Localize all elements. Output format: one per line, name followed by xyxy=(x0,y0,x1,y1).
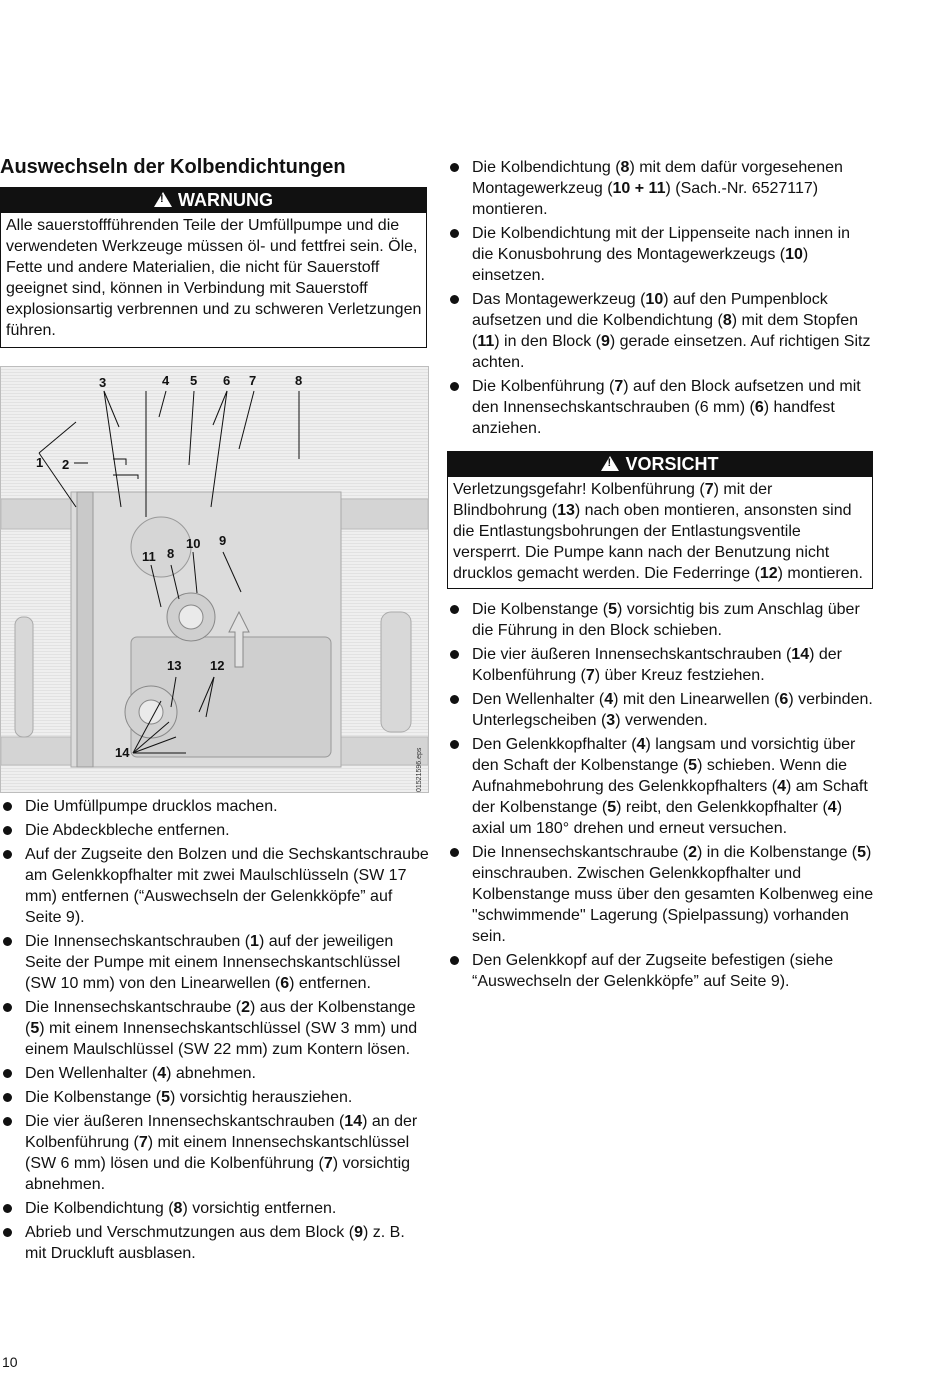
right-column xyxy=(447,157,875,995)
reference-number: 4 xyxy=(604,691,614,708)
warning-title: WARNUNG xyxy=(178,190,273,210)
label-4: 4 xyxy=(162,373,170,388)
text-run: Die vier äußeren Innensechskantschrauben ( xyxy=(25,1113,345,1130)
text-run: ) einsetzen. xyxy=(472,246,809,284)
list-item xyxy=(447,689,875,731)
reference-number: 4 xyxy=(777,778,786,795)
reference-number: 7 xyxy=(585,667,595,684)
text-run: Die Kolbenstange ( xyxy=(472,601,609,618)
text-run: Die Kolbenstange ( xyxy=(25,1089,162,1106)
text-run: Den Wellenhalter ( xyxy=(472,691,605,708)
reference-number: 11 xyxy=(477,333,495,350)
text-run: Die Innensechskantschraube ( xyxy=(472,844,689,861)
reference-number: 2 xyxy=(241,999,251,1016)
text-run: ) vorsichtig herausziehen. xyxy=(170,1089,353,1106)
right-steps-list-1 xyxy=(447,157,875,439)
text-run: ) mit der Blindbohrung ( xyxy=(453,481,773,519)
list-item xyxy=(0,1063,430,1084)
reference-number: 5 xyxy=(30,1020,40,1037)
list-item xyxy=(0,1222,430,1264)
text-run: Die Kolbenführung ( xyxy=(472,378,615,395)
reference-number: 12 xyxy=(759,565,778,582)
text-run: Die vier äußeren Innensechskantschrauben ( xyxy=(472,646,792,663)
list-item xyxy=(447,842,875,947)
text-run: Verletzungsgefahr! Kolbenführung ( xyxy=(453,481,705,498)
right-steps-list-2 xyxy=(447,599,875,992)
text-run: ) langsam und vorsichtig über den Schaft der Kolbenstange ( xyxy=(472,736,856,774)
text-run: Die Kolbendichtung ( xyxy=(25,1200,174,1217)
text-run: ) schieben. Wenn die Aufnahmebohrung des Gelenkkopfhalters ( xyxy=(472,757,848,795)
reference-number: 9 xyxy=(354,1224,363,1241)
text-run: ) reibt, den Gelenkkopfhalter ( xyxy=(616,799,828,816)
text-run: ) axial um 180° drehen und erneut versuchen. xyxy=(472,799,843,837)
reference-number: 13 xyxy=(557,502,575,519)
reference-number: 5 xyxy=(688,757,698,774)
text-run: ) gerade einsetzen. Auf richtigen Sitz achten. xyxy=(472,333,871,371)
upper-bore xyxy=(131,517,191,577)
label-12: 12 xyxy=(210,658,225,673)
warning-box xyxy=(0,187,427,348)
text-run: Die Innensechskantschraube ( xyxy=(25,999,242,1016)
text-run: ) z. B. mit Druckluft ausblasen. xyxy=(25,1224,405,1262)
list-item xyxy=(0,1198,430,1219)
reference-number: 5 xyxy=(607,799,617,816)
reference-number: 10 xyxy=(645,291,664,308)
warning-triangle-icon xyxy=(154,192,172,207)
list-item xyxy=(447,599,875,641)
text-run: ) in den Block ( xyxy=(494,333,601,350)
text-run: ) auf der jeweiligen Seite der Pumpe mit einem Innensechskantschlüssel (SW 10 mm) von den Linearwellen ( xyxy=(25,933,401,992)
text-run: ) am Schaft der Kolbenstange ( xyxy=(472,778,868,816)
text-run: Den Gelenkkopfhalter ( xyxy=(472,736,637,753)
reference-number: 14 xyxy=(344,1113,363,1130)
list-item xyxy=(447,734,875,839)
label-6: 6 xyxy=(223,373,231,388)
reference-number: 7 xyxy=(614,378,624,395)
reference-number: 4 xyxy=(636,736,646,753)
reference-number: 6 xyxy=(779,691,789,708)
gear-strip xyxy=(77,492,93,767)
list-item xyxy=(447,157,875,220)
text-run: ) einschrauben. Zwischen Gelenkkopfhalter und Kolbenstange muss über den gesamten Kolbenweg eine "schwimmende" Lagerung (Spielpassung) vorhanden sein. xyxy=(472,844,874,945)
text-run: Abrieb und Verschmutzungen aus dem Block ( xyxy=(25,1224,355,1241)
reference-number: 6 xyxy=(754,399,764,416)
caution-title: VORSICHT xyxy=(625,454,719,474)
text-run: Die Abdeckbleche entfernen. xyxy=(25,822,230,839)
list-item xyxy=(447,289,875,373)
reference-number: 6 xyxy=(280,975,290,992)
text-run: Die Innensechskantschrauben ( xyxy=(25,933,251,950)
list-item xyxy=(447,223,875,286)
label-11: 11 xyxy=(142,549,156,564)
caution-triangle-icon xyxy=(601,456,619,471)
text-run: ) aus der Kolbenstange ( xyxy=(25,999,416,1037)
label-3: 3 xyxy=(99,375,107,390)
reference-number: 8 xyxy=(722,312,732,329)
warning-header xyxy=(1,188,426,213)
list-item xyxy=(0,1111,430,1195)
reference-number: 4 xyxy=(157,1065,167,1082)
text-run: Den Wellenhalter ( xyxy=(25,1065,158,1082)
text-run: ) mit einem Innensechskantschlüssel (SW 6 mm) lösen und die Kolbenführung ( xyxy=(25,1134,410,1172)
reference-number: 5 xyxy=(161,1089,170,1106)
text-run: ) vorsichtig bis zum Anschlag über die Führung in den Block schieben. xyxy=(472,601,860,639)
pump-diagram-figure xyxy=(0,366,429,793)
text-run: Den Gelenkkopf auf der Zugseite befestigen (siehe “Auswechseln der Gelenkköpfe” auf Seite 9). xyxy=(472,952,834,990)
text-run: ) auf den Block aufsetzen und mit den Innensechskantschrauben (6 mm) ( xyxy=(472,378,861,416)
text-run: ) vorsichtig entfernen. xyxy=(182,1200,337,1217)
left-steps-list xyxy=(0,796,430,1264)
pump-diagram xyxy=(1,367,428,792)
left-bearing xyxy=(15,617,33,737)
reference-number: 7 xyxy=(704,481,714,498)
label-8-mid: 8 xyxy=(167,546,175,561)
right-bearing xyxy=(381,612,411,732)
section-heading: Auswechseln der Kolbendichtungen xyxy=(0,156,346,178)
label-9: 9 xyxy=(219,533,227,548)
reference-number: 7 xyxy=(323,1155,333,1172)
reference-number: 10 + 11 xyxy=(612,180,666,197)
label-13: 13 xyxy=(167,658,182,673)
text-run: ) vorsichtig abnehmen. xyxy=(25,1155,411,1193)
reference-number: 14 xyxy=(791,646,810,663)
text-run: ) mit dem Stopfen ( xyxy=(472,312,859,350)
text-run: ) abnehmen. xyxy=(166,1065,256,1082)
text-run: ) (Sach.-Nr. 6527117) montieren. xyxy=(472,180,819,218)
reference-number: 2 xyxy=(688,844,698,861)
warning-text: Alle sauerstoffführenden Teile der Umfüllpumpe und die verwendeten Werkzeuge müssen öl- und fettfrei sein. Öle, Fette und andere Materialien, die nicht für Sauerstoff geeignet sind, können in Verbindung mit Sauerstoff explosionsartig verbrennen und zu schweren Verletzungen führen. xyxy=(6,217,422,339)
text-run: ) entfernen. xyxy=(289,975,371,992)
figure-code: 01521596.eps xyxy=(416,747,423,792)
label-2: 2 xyxy=(62,457,70,472)
seal-bore xyxy=(179,605,203,629)
text-run: ) handfest anziehen. xyxy=(472,399,835,437)
label-8-top: 8 xyxy=(295,373,303,388)
text-run: ) über Kreuz festziehen. xyxy=(594,667,765,684)
label-10: 10 xyxy=(186,536,201,551)
text-run: ) der Kolbenführung ( xyxy=(472,646,842,684)
text-run: Die Kolbendichtung ( xyxy=(472,159,621,176)
caution-header xyxy=(448,452,872,477)
text-run: ) mit einem Innensechskantschlüssel (SW 3 mm) und einem Maulschlüssel (SW 22 mm) zum Kontern lösen. xyxy=(25,1020,418,1058)
reference-number: 7 xyxy=(138,1134,148,1151)
text-run: Die Kolbendichtung mit der Lippenseite nach innen in die Konusbohrung des Montagewerkzeugs ( xyxy=(472,225,851,263)
reference-number: 1 xyxy=(250,933,259,950)
text-run: ) an der Kolbenführung ( xyxy=(25,1113,418,1151)
reference-number: 8 xyxy=(620,159,630,176)
label-5: 5 xyxy=(190,373,198,388)
list-item xyxy=(0,931,430,994)
text-run: ) mit den Linearwellen ( xyxy=(613,691,780,708)
text-run: Auf der Zugseite den Bolzen und die Sechskantschraube am Gelenkkopfhalter mit zwei Maulschlüsseln (SW 17 mm) entfernen (“Auswechseln der Gelenkköpfe” auf Seite 9). xyxy=(25,846,429,926)
text-run: Das Montagewerkzeug ( xyxy=(472,291,646,308)
text-run: ) in die Kolbenstange ( xyxy=(697,844,858,861)
caution-text xyxy=(448,477,872,588)
list-item xyxy=(0,844,430,928)
text-run: ) verwenden. xyxy=(615,712,708,729)
text-run: ) auf den Pumpenblock aufsetzen und die Kolbendichtung ( xyxy=(472,291,828,329)
list-item xyxy=(447,644,875,686)
label-1: 1 xyxy=(36,455,44,470)
list-item xyxy=(0,997,430,1060)
reference-number: 5 xyxy=(608,601,617,618)
reference-number: 8 xyxy=(173,1200,183,1217)
list-item xyxy=(0,820,430,841)
text-run: ) mit dem dafür vorgesehenen Montagewerkzeug ( xyxy=(472,159,843,197)
text-run: ) nach oben montieren, ansonsten sind die Entlastungsbohrungen der Entlastungsventile versperrt. Die Pumpe kann nach der Benutzung nicht drucklos gemacht werden. Die Federringe ( xyxy=(453,502,852,582)
list-item xyxy=(447,950,875,992)
list-item xyxy=(0,796,430,817)
reference-number: 5 xyxy=(857,844,867,861)
left-column xyxy=(0,150,430,1267)
label-7: 7 xyxy=(249,373,257,388)
list-item xyxy=(0,1087,430,1108)
reference-number: 9 xyxy=(600,333,610,350)
label-14: 14 xyxy=(115,745,130,760)
reference-number: 10 xyxy=(785,246,803,263)
page-number: 10 xyxy=(2,1354,18,1370)
text-run: Die Umfüllpumpe drucklos machen. xyxy=(25,798,278,815)
text-run: ) montieren. xyxy=(777,565,863,582)
text-run: ) verbinden. Unterlegscheiben ( xyxy=(472,691,873,729)
reference-number: 3 xyxy=(606,712,616,729)
caution-box xyxy=(447,451,873,589)
list-item xyxy=(447,376,875,439)
reference-number: 4 xyxy=(827,799,837,816)
